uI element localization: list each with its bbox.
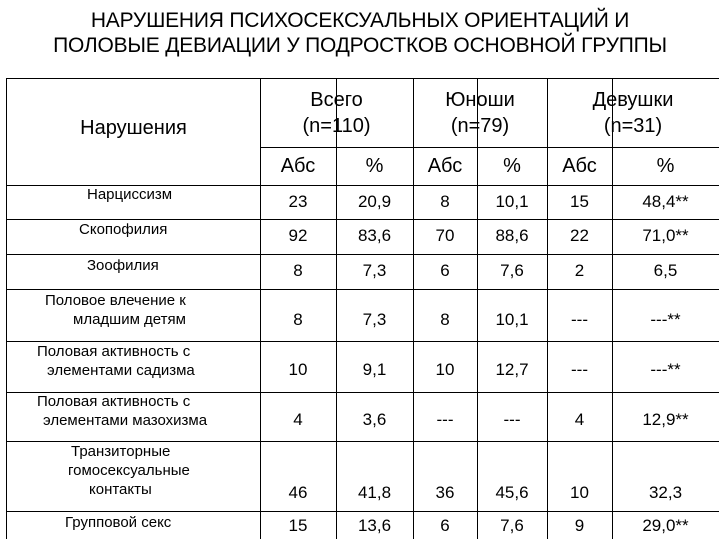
table-cell: 6: [440, 261, 450, 280]
table-cell: 10,1: [495, 310, 529, 329]
row-label-line: Транзиторные: [71, 443, 171, 460]
title-line-2: ПОЛОВЫЕ ДЕВИАЦИИ У ПОДРОСТКОВ ОСНОВНОЙ ГРУППЫ: [53, 34, 667, 57]
table-cell: 6,5: [653, 261, 678, 280]
row-label: [79, 220, 167, 239]
table-cell: 13,6: [357, 516, 392, 535]
table-cell: 10: [288, 360, 308, 379]
table-cell: 20,9: [357, 192, 392, 211]
row-label-line: гомосексуальные: [68, 462, 190, 479]
table-cell: 70: [435, 226, 455, 245]
row-label: [37, 342, 195, 380]
row-label-line: младшим детям: [73, 311, 186, 328]
grid-vline: [477, 79, 478, 539]
row-label: [63, 442, 190, 499]
grid-vline: [612, 79, 613, 539]
table-cell: 10: [570, 483, 589, 502]
table-cell: 92: [288, 226, 308, 245]
subheader-abs: Абс: [427, 155, 463, 177]
row-label-line: элементами мазохизма: [43, 412, 208, 429]
table-cell: 45,6: [495, 483, 529, 502]
table-cell: ---: [436, 410, 454, 429]
row-label-line: контакты: [89, 481, 152, 498]
table-cell: 8: [293, 310, 303, 329]
row-label: [65, 513, 171, 532]
grid-hline: [7, 511, 719, 512]
table-cell: 2: [574, 261, 585, 280]
group-header-line: Девушки: [592, 89, 674, 111]
subheader-percent: %: [365, 155, 384, 177]
table-cell: 8: [293, 261, 303, 280]
table-cell: 10,1: [495, 192, 529, 211]
table-cell: 46: [288, 483, 308, 502]
group-header-total: [260, 87, 413, 139]
group-header-line: (n=79): [450, 115, 510, 137]
group-header-boys: [413, 87, 547, 139]
table-cell: 6: [440, 516, 450, 535]
table-cell: 4: [574, 410, 585, 429]
table-cell: ---**: [650, 310, 681, 329]
group-header-line: (n=110): [302, 115, 371, 137]
row-header: Нарушения: [80, 117, 187, 139]
grid-vline: [413, 79, 414, 539]
group-header-girls: [547, 87, 719, 139]
table-cell: 23: [288, 192, 308, 211]
grid-hline: [7, 289, 719, 290]
subheader-percent: %: [656, 155, 675, 177]
row-label-line: Зоофилия: [87, 257, 159, 274]
table-cell: 15: [570, 192, 589, 211]
row-label-line: элементами садизма: [47, 362, 195, 379]
table-cell: 7,3: [362, 261, 387, 280]
row-label-line: Нарциссизм: [87, 186, 173, 203]
grid-hline: [260, 147, 719, 148]
table-cell: 22: [570, 226, 589, 245]
table-cell: 9: [574, 516, 585, 535]
table-cell: 9,1: [362, 360, 387, 379]
table-cell: 8: [440, 310, 450, 329]
group-header-line: Всего: [310, 89, 363, 111]
table-cell: 15: [288, 516, 308, 535]
row-label-line: Скопофилия: [79, 221, 168, 238]
row-label: [37, 392, 207, 430]
table-cell: ---**: [650, 360, 681, 379]
row-label-line: Половая активность с: [37, 343, 191, 360]
group-header-line: Юноши: [445, 89, 515, 111]
table-cell: 3,6: [362, 410, 387, 429]
table-cell: 7,6: [500, 261, 524, 280]
table-cell: 7,6: [500, 516, 524, 535]
table-cell: 71,0**: [642, 226, 689, 245]
subheader-abs: Абс: [280, 155, 316, 177]
row-label: [87, 185, 172, 204]
grid-vline: [547, 79, 548, 539]
table-cell: 4: [293, 410, 303, 429]
grid-vline: [260, 79, 261, 539]
page-title: [0, 8, 720, 58]
row-label-line: Половое влечение к: [45, 292, 186, 309]
grid-hline: [7, 254, 719, 255]
table-cell: ---: [571, 310, 588, 329]
table-cell: 83,6: [357, 226, 392, 245]
table-cell: ---: [503, 410, 521, 429]
row-label: [45, 291, 186, 329]
table-cell: 88,6: [495, 226, 529, 245]
table-cell: 10: [435, 360, 455, 379]
table-cell: 12,7: [495, 360, 529, 379]
table-cell: 48,4**: [642, 192, 689, 211]
table-cell: 8: [440, 192, 450, 211]
table-cell: 7,3: [362, 310, 387, 329]
table-cell: 29,0**: [642, 516, 689, 535]
table-cell: 36: [435, 483, 455, 502]
subheader-abs: Абс: [562, 155, 597, 177]
table-cell: 41,8: [357, 483, 392, 502]
row-label: [87, 256, 159, 275]
deviations-table: [6, 78, 719, 539]
title-line-1: НАРУШЕНИЯ ПСИХОСЕКСУАЛЬНЫХ ОРИЕНТАЦИЙ И: [90, 9, 630, 32]
table-cell: 12,9**: [642, 410, 689, 429]
row-label-line: Групповой секс: [65, 514, 172, 531]
subheader-percent: %: [503, 155, 521, 177]
table-cell: ---: [571, 360, 588, 379]
grid-vline: [336, 79, 337, 539]
group-header-line: (n=31): [603, 115, 663, 137]
table-cell: 32,3: [648, 483, 683, 502]
row-label-line: Половая активность с: [37, 393, 191, 410]
